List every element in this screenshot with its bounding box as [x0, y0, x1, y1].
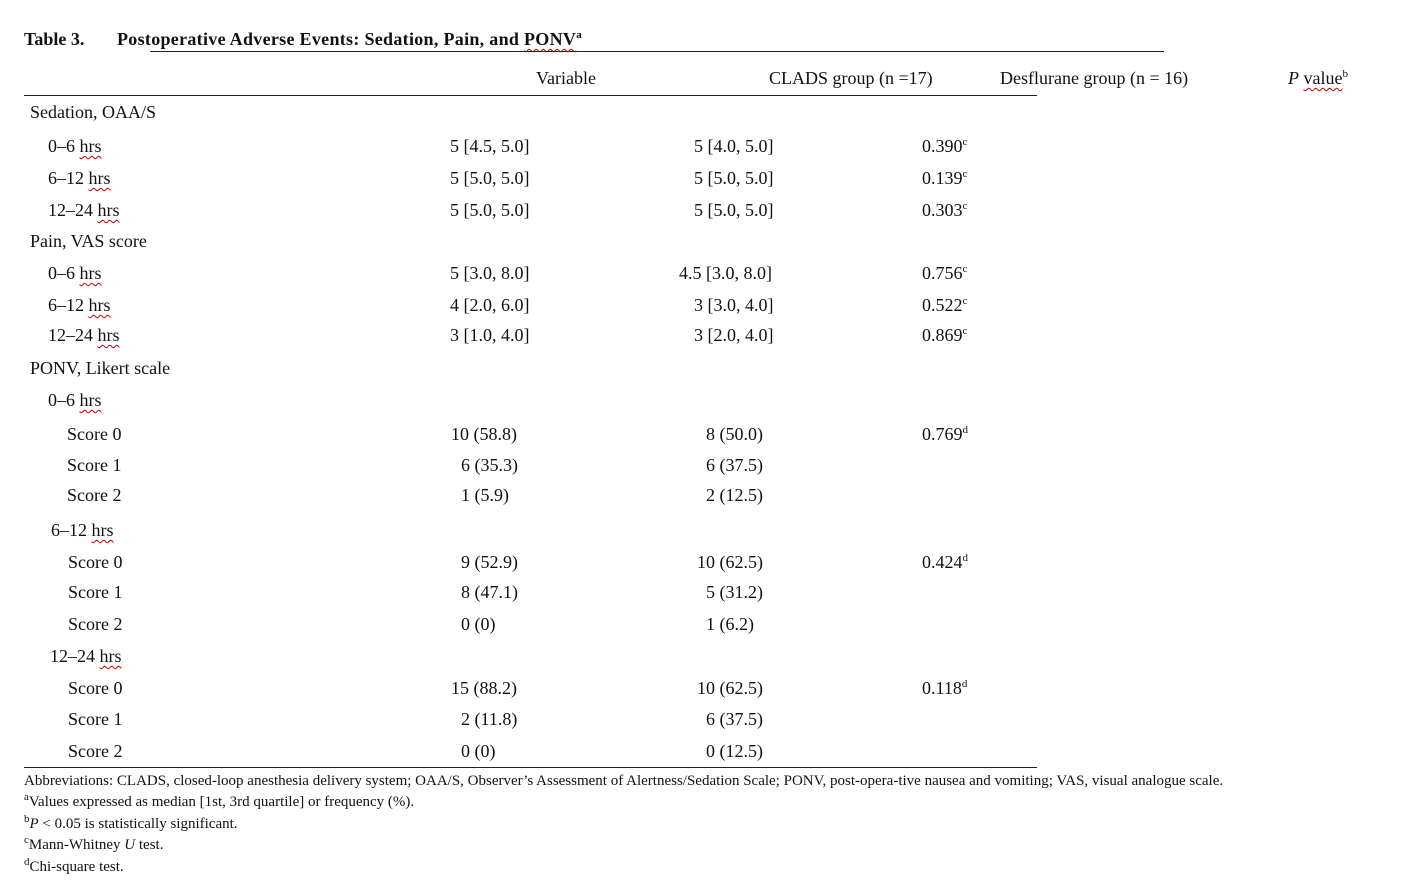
- cell-p-value: [922, 136, 967, 157]
- row-label: [48, 263, 102, 284]
- column-header-clads: CLADS group (n =17): [769, 68, 933, 88]
- p-value-number: 0.424: [922, 552, 963, 572]
- cell-clads: 0 (0): [461, 614, 496, 634]
- cell-desflurane: 3 [3.0, 4.0]: [694, 295, 774, 315]
- table-title: [117, 29, 582, 50]
- score-label: Score 2: [68, 614, 123, 634]
- cell-clads: 2 (11.8): [461, 709, 518, 729]
- cell-clads: 4 [2.0, 6.0]: [450, 295, 530, 315]
- p-value-marker: c: [962, 168, 968, 180]
- footnote-b-text: < 0.05 is statistically significant.: [38, 816, 238, 832]
- p-value-number: 0.118: [922, 678, 962, 698]
- row-label-unit: hrs: [97, 325, 120, 345]
- row-label-range: 6–12: [48, 168, 84, 188]
- title-rule: [150, 51, 1164, 52]
- column-header-variable: Variable: [536, 68, 596, 88]
- score-label: Score 2: [67, 485, 122, 505]
- footnote-c: [24, 834, 164, 854]
- cell-desflurane: 5 [5.0, 5.0]: [694, 168, 774, 188]
- row-label-range: 12–24: [50, 646, 95, 666]
- column-header-desflurane: Desflurane group (n = 16): [1000, 68, 1189, 88]
- p-value-marker: d: [962, 424, 968, 436]
- footnote-marker: b: [24, 813, 30, 825]
- p-value-footnote-marker: b: [1342, 68, 1348, 80]
- cell-clads: 0 (0): [461, 741, 496, 761]
- row-label-unit: hrs: [91, 520, 114, 540]
- column-header-p-value: [1288, 68, 1348, 89]
- cell-desflurane: 6 (37.5): [706, 709, 763, 729]
- section-sedation: Sedation, OAA/S: [30, 102, 156, 122]
- footnote-c-text: Mann-Whitney: [28, 837, 125, 853]
- table-title-text: Postoperative Adverse Events: Sedation, Pain, and: [117, 29, 525, 49]
- row-label-range: 6–12: [51, 520, 87, 540]
- p-value-marker: c: [962, 325, 968, 337]
- cell-p-value: [922, 168, 967, 189]
- cell-clads: 5 [3.0, 8.0]: [450, 263, 530, 283]
- subsection-label: [50, 646, 122, 667]
- p-italic: P: [1288, 68, 1299, 88]
- row-label: [48, 295, 111, 316]
- p-value-number: 0.869: [922, 325, 963, 345]
- footnote-marker: d: [24, 856, 30, 868]
- section-pain: Pain, VAS score: [30, 231, 147, 251]
- cell-desflurane: 5 (31.2): [706, 582, 763, 602]
- cell-p-value: [922, 678, 967, 699]
- cell-clads: 3 [1.0, 4.0]: [450, 325, 530, 345]
- p-value-marker: d: [961, 678, 968, 690]
- row-label-unit: hrs: [99, 646, 122, 666]
- row-label-range: 0–6: [48, 136, 75, 156]
- score-label: Score 1: [68, 582, 123, 602]
- table-title-abbr: PONV: [524, 29, 577, 49]
- cell-p-value: [922, 263, 967, 284]
- cell-clads: 10 (58.8): [451, 424, 517, 444]
- cell-desflurane: 0 (12.5): [706, 741, 763, 761]
- score-label: Score 1: [67, 455, 122, 475]
- row-label-unit: hrs: [79, 136, 102, 156]
- row-label-range: 0–6: [48, 390, 75, 410]
- footnote-c-tail: test.: [135, 837, 164, 853]
- p-value-number: 0.139: [922, 168, 963, 188]
- cell-desflurane: 10 (62.5): [697, 678, 763, 698]
- cell-p-value: [922, 200, 967, 221]
- cell-desflurane: 5 [4.0, 5.0]: [694, 136, 774, 156]
- p-value-number: 0.769: [922, 424, 963, 444]
- section-ponv: PONV, Likert scale: [30, 358, 171, 378]
- cell-p-value: [922, 424, 968, 445]
- cell-p-value: [922, 325, 967, 346]
- subsection-label: [51, 520, 114, 541]
- cell-clads: 8 (47.1): [461, 582, 518, 602]
- table-bottom-rule: [24, 767, 1037, 768]
- table-title-footnote-marker: a: [576, 29, 583, 41]
- cell-desflurane: 10 (62.5): [697, 552, 763, 572]
- row-label-range: 12–24: [48, 200, 93, 220]
- p-value-marker: c: [962, 263, 968, 275]
- footnote-d-text: Chi-square test.: [29, 859, 124, 875]
- p-value-marker: c: [962, 200, 968, 212]
- cell-desflurane: 4.5 [3.0, 8.0]: [679, 263, 772, 283]
- table-label: Table 3.: [24, 29, 85, 49]
- footnote-d: [24, 856, 124, 876]
- subsection-label: [48, 390, 102, 411]
- row-label-unit: hrs: [79, 390, 102, 410]
- footnote-a: [24, 791, 415, 811]
- cell-desflurane: 2 (12.5): [706, 485, 763, 505]
- row-label-unit: hrs: [79, 263, 102, 283]
- row-label-range: 12–24: [48, 325, 93, 345]
- cell-clads: 6 (35.3): [461, 455, 518, 475]
- score-label: Score 2: [68, 741, 123, 761]
- cell-desflurane: 1 (6.2): [706, 614, 754, 634]
- p-value-marker: c: [962, 295, 968, 307]
- cell-desflurane: 5 [5.0, 5.0]: [694, 200, 774, 220]
- footnote-a-text: Values expressed as median [1st, 3rd quartile] or frequency (%).: [28, 794, 415, 810]
- cell-desflurane: 6 (37.5): [706, 455, 763, 475]
- header-rule: [24, 95, 1037, 96]
- footnote-b-italic: P: [29, 816, 39, 832]
- row-label-range: 6–12: [48, 295, 84, 315]
- cell-desflurane: 3 [2.0, 4.0]: [694, 325, 774, 345]
- footnote-abbreviations: Abbreviations: CLADS, closed-loop anesthesia delivery system; OAA/S, Observer’s Assessment of Alertness/Sedation Scale; PONV, post-opera-tive nausea and vomiting; VAS, visual analogue scale.: [24, 773, 1224, 789]
- cell-p-value: [922, 295, 967, 316]
- p-value-number: 0.303: [922, 200, 963, 220]
- p-value-word: value: [1303, 68, 1343, 88]
- cell-clads: 15 (88.2): [451, 678, 517, 698]
- row-label: [48, 168, 111, 189]
- p-value-marker: d: [962, 552, 968, 564]
- cell-clads: 5 [5.0, 5.0]: [450, 168, 530, 188]
- score-label: Score 1: [68, 709, 123, 729]
- score-label: Score 0: [68, 678, 123, 698]
- p-value-number: 0.390: [922, 136, 963, 156]
- cell-clads: 9 (52.9): [461, 552, 518, 572]
- row-label: [48, 200, 120, 221]
- cell-p-value: [922, 552, 968, 573]
- footnote-c-italic: U: [124, 837, 136, 853]
- footnote-marker: a: [24, 791, 29, 803]
- p-value-number: 0.756: [922, 263, 963, 283]
- cell-clads: 5 [5.0, 5.0]: [450, 200, 530, 220]
- row-label: [48, 325, 120, 346]
- cell-clads: 5 [4.5, 5.0]: [450, 136, 530, 156]
- score-label: Score 0: [68, 552, 123, 572]
- row-label-unit: hrs: [97, 200, 120, 220]
- row-label: [48, 136, 102, 157]
- footnote-b: [24, 813, 238, 833]
- score-label: Score 0: [67, 424, 122, 444]
- cell-desflurane: 8 (50.0): [706, 424, 763, 444]
- row-label-range: 0–6: [48, 263, 75, 283]
- footnote-marker: c: [24, 834, 29, 846]
- p-value-number: 0.522: [922, 295, 963, 315]
- row-label-unit: hrs: [88, 295, 111, 315]
- cell-clads: 1 (5.9): [461, 485, 509, 505]
- p-value-marker: c: [962, 136, 968, 148]
- row-label-unit: hrs: [88, 168, 111, 188]
